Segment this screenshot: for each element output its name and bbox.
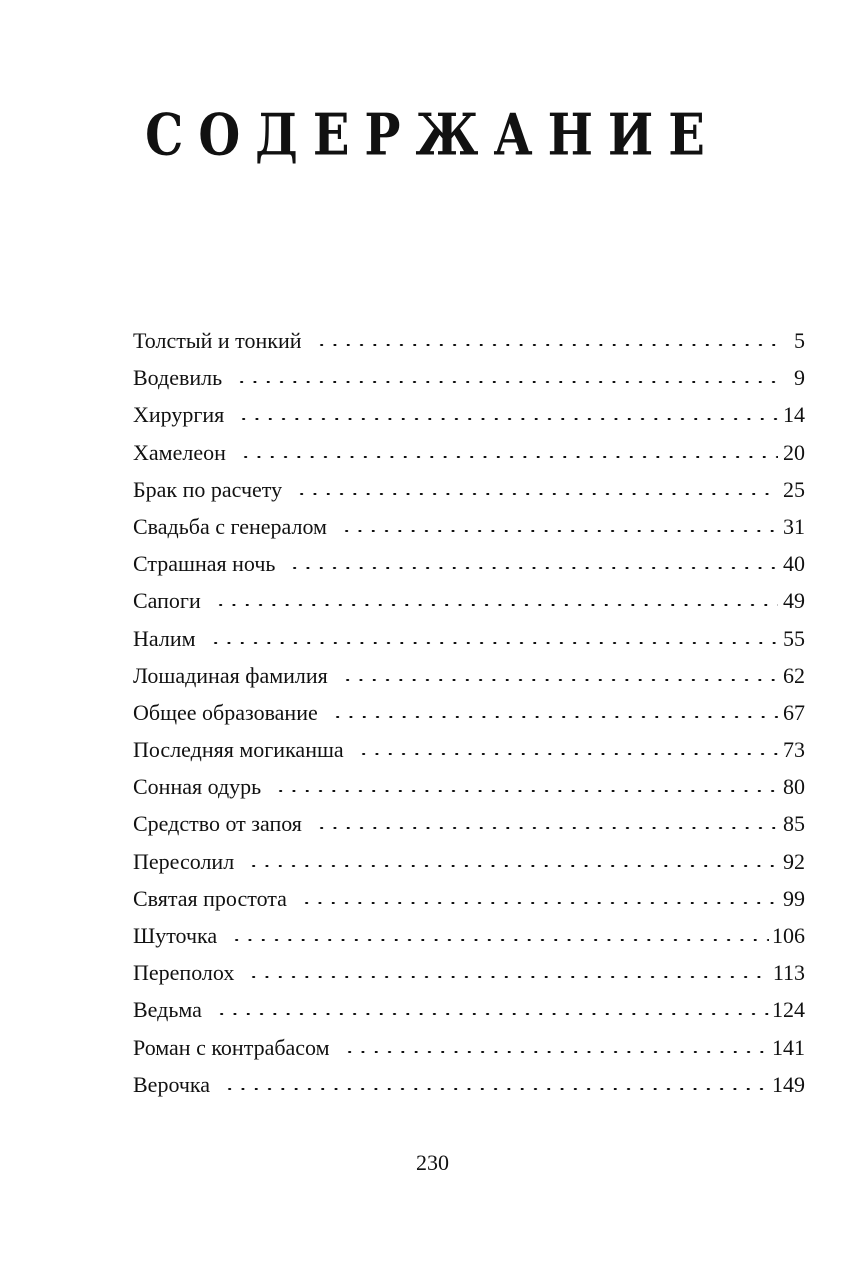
toc-entry — [133, 620, 805, 657]
toc-entry-title: Сапоги — [133, 582, 211, 619]
toc-entry-title: Средство от запоя — [133, 805, 312, 842]
toc-entry — [133, 545, 805, 582]
toc-entry — [133, 508, 805, 545]
toc-entry — [133, 805, 805, 842]
toc-entry-page: 73 — [783, 737, 805, 763]
toc-entry-page: 5 — [794, 328, 805, 353]
toc-entry — [133, 434, 805, 471]
toc-entry-title: Свадьба с генералом — [133, 508, 337, 545]
toc-entry-title: Сонная одурь — [133, 768, 271, 805]
toc-entry — [133, 843, 805, 880]
toc-entry-page: 40 — [783, 551, 805, 577]
toc-entry-title: Брак по расчету — [133, 471, 292, 508]
toc-entry — [133, 396, 805, 433]
dot-leader — [230, 939, 769, 941]
toc-entry — [133, 359, 805, 396]
dot-leader — [215, 1013, 769, 1015]
toc-entry-title: Последняя могиканша — [133, 731, 354, 768]
toc-entry — [133, 1029, 805, 1066]
toc-entry-title: Ведьма — [133, 991, 212, 1028]
toc-entry-page: 55 — [783, 625, 805, 651]
toc-entry — [133, 694, 805, 731]
dot-leader — [209, 642, 778, 644]
toc-entry — [133, 657, 805, 694]
dot-leader — [315, 344, 778, 346]
toc-entry — [133, 471, 805, 508]
toc-entry-page: 92 — [783, 848, 805, 874]
toc-entry-title: Шуточка — [133, 917, 227, 954]
toc-entry-page: 113 — [772, 960, 805, 986]
page-title: СОДЕРЖАНИЕ — [145, 102, 720, 169]
toc-entry-page: 141 — [772, 1034, 805, 1060]
toc-entry-title: Верочка — [133, 1066, 220, 1103]
dot-leader — [235, 381, 778, 383]
toc-entry-title: Страшная ночь — [133, 545, 285, 582]
toc-entry — [133, 917, 805, 954]
dot-leader — [295, 493, 778, 495]
toc-entry-title: Лошадиная фамилия — [133, 657, 338, 694]
toc-entry-title: Хирургия — [133, 396, 234, 433]
toc-entry-title: Толстый и тонкий — [133, 322, 312, 359]
toc-entry-page: 67 — [783, 699, 805, 725]
toc-entry-page: 124 — [772, 997, 805, 1023]
toc-entry-page: 49 — [783, 588, 805, 614]
dot-leader — [274, 790, 778, 792]
toc-entry — [133, 991, 805, 1028]
toc-entry — [133, 880, 805, 917]
dot-leader — [331, 716, 778, 718]
dot-leader — [237, 418, 778, 420]
toc-entry-title: Переполох — [133, 954, 244, 991]
toc-entry-page: 99 — [783, 885, 805, 911]
toc-entry-page: 9 — [794, 365, 805, 391]
toc-entry — [133, 1066, 805, 1103]
dot-leader — [300, 902, 778, 904]
toc-entry-page: 25 — [783, 476, 805, 502]
dot-leader — [247, 976, 769, 978]
toc-entry — [133, 731, 805, 768]
dot-leader — [214, 604, 778, 606]
dot-leader — [223, 1088, 769, 1090]
toc-entry-title: Хамелеон — [133, 434, 236, 471]
toc-entry — [133, 768, 805, 805]
toc-entry-title: Святая простота — [133, 880, 297, 917]
dot-leader — [357, 753, 778, 755]
toc-entry-page: 85 — [783, 811, 805, 837]
toc-entry-title: Водевиль — [133, 359, 232, 396]
dot-leader — [340, 530, 778, 532]
toc-entry-page: 80 — [783, 774, 805, 800]
toc-entry-page: 14 — [783, 402, 805, 428]
toc-entry-page: 62 — [783, 662, 805, 688]
toc-entry-title: Общее образование — [133, 694, 328, 731]
dot-leader — [247, 865, 778, 867]
toc-entry-page: 149 — [772, 1071, 805, 1097]
dot-leader — [239, 456, 778, 458]
toc-entry — [133, 954, 805, 991]
table-of-contents — [133, 322, 805, 1103]
toc-entry-title: Пересолил — [133, 843, 244, 880]
toc-entry-title: Роман с контрабасом — [133, 1029, 340, 1066]
dot-leader — [315, 827, 778, 829]
toc-entry — [133, 322, 805, 359]
dot-leader — [343, 1051, 769, 1053]
toc-entry-title: Налим — [133, 620, 206, 657]
toc-entry-page: 20 — [783, 439, 805, 465]
page-number: 230 — [416, 1150, 449, 1175]
toc-entry — [133, 582, 805, 619]
toc-entry-page: 106 — [772, 923, 805, 948]
toc-entry-page: 31 — [783, 513, 805, 539]
dot-leader — [288, 567, 778, 569]
dot-leader — [341, 679, 778, 681]
